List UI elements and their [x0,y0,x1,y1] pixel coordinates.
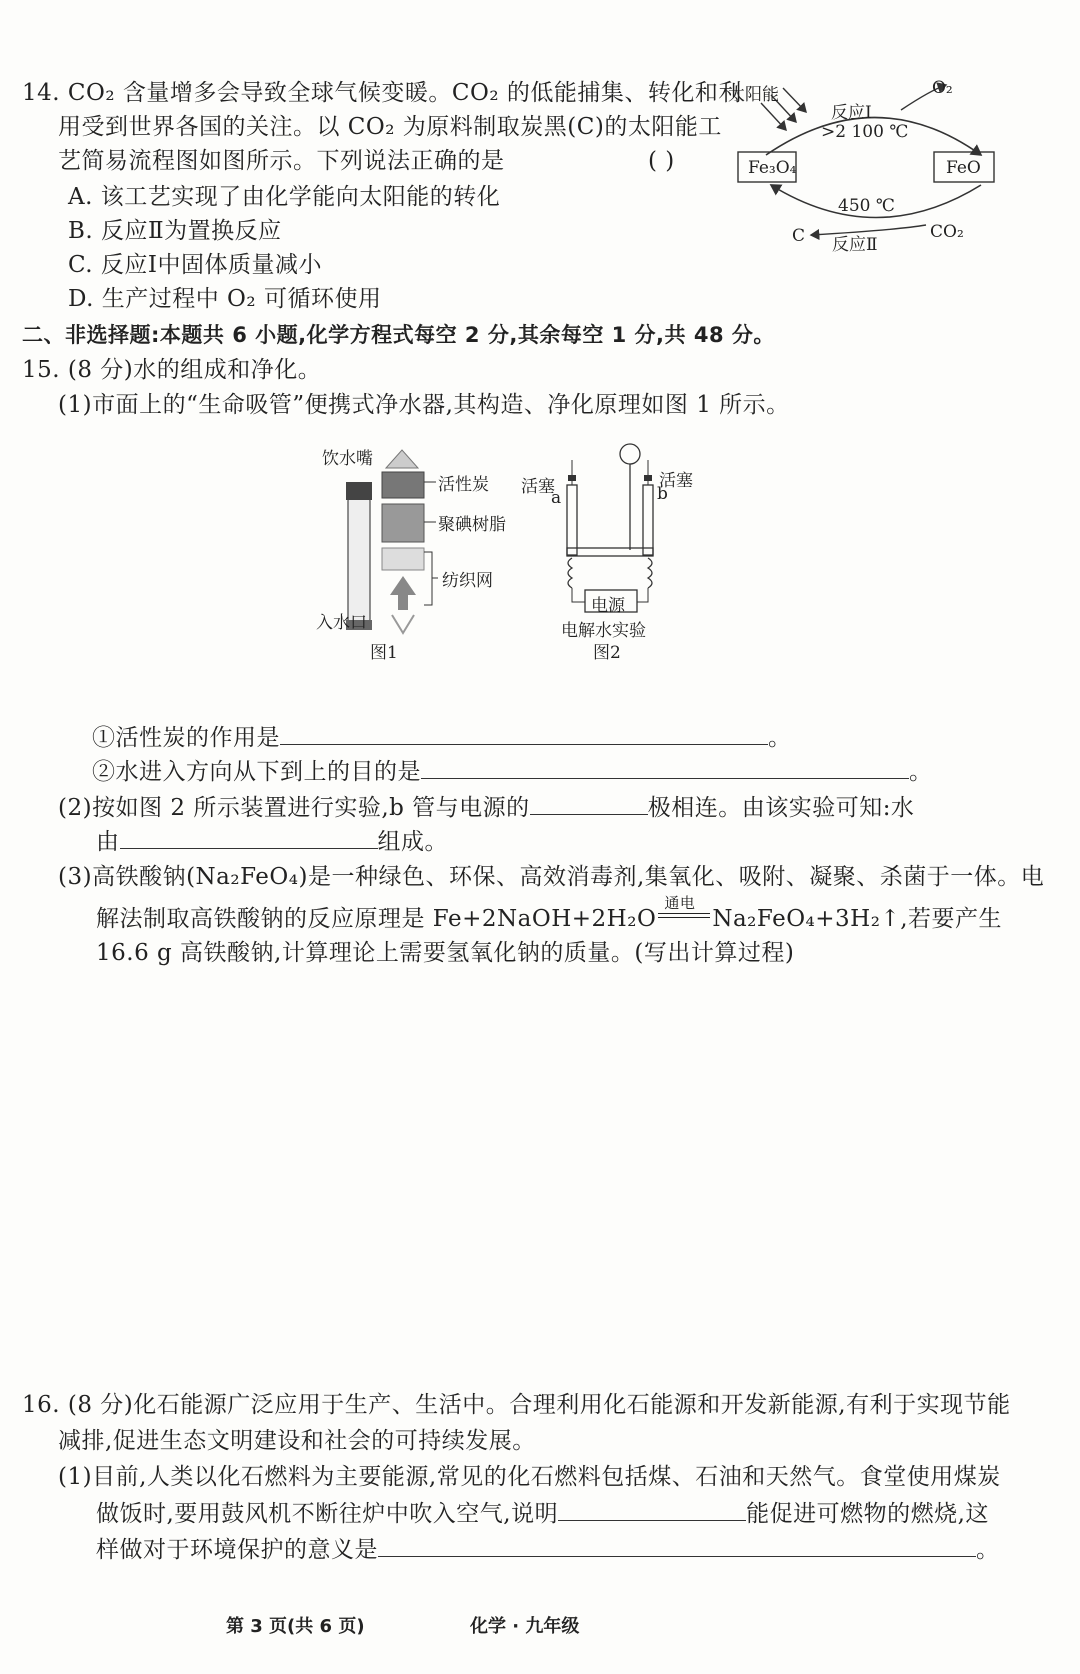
answer-parenthesis: ( ) [648,148,675,174]
valve-a-label: 活塞 [521,477,555,497]
page-number: 第 3 页(共 6 页) [226,1616,365,1637]
q15-part2-line2 [96,826,448,857]
subject-grade: 化学 · 九年级 [470,1616,580,1637]
co2-label: CO₂ [930,222,964,242]
q15-sub2 [92,756,933,787]
q15-part2-text-d: 组成。 [377,829,448,855]
q16-text-a: 做饭时,要用鼓风机不断往炉中吹入空气,说明 [96,1501,559,1527]
carbon-label: C [792,226,806,246]
q16-text-c: 样做对于环境保护的意义是 [96,1537,378,1563]
answer-blank-electrode[interactable] [530,792,648,815]
q15-sub1-text: ①活性炭的作用是 [92,725,280,751]
answer-blank-environment[interactable] [378,1534,976,1557]
q14-option-a: A. 该工艺实现了由化学能向太阳能的转化 [68,184,501,210]
power-source-label: 电源 [591,596,625,616]
q16-line1: 16. (8 分)化石能源广泛应用于生产、生活中。合理利用化石能源和开发新能源,有利于实现节能 [22,1392,1011,1418]
q14-line2: 用受到世界各国的关注。以 CO₂ 为原料制取炭黑(C)的太阳能工 [58,114,722,140]
temp-1-label: >2 100 ℃ [821,122,909,142]
iodine-resin-label: 聚碘树脂 [438,515,506,535]
answer-blank-flow-purpose[interactable] [421,756,909,779]
q14-flow-diagram [726,70,1066,270]
figure-1-caption: 图1 [370,643,398,663]
equation-left: 解法制取高铁酸钠的反应原理是 Fe+2NaOH+2H₂O [96,906,657,932]
temp-2-label: 450 ℃ [838,196,895,216]
q15-sub1 [92,722,792,753]
straw-purifier-drawing [320,440,540,690]
electrolysis-apparatus-drawing [545,440,725,690]
answer-blank-composition[interactable] [120,826,378,849]
water-inlet-label: 入水口 [316,613,367,633]
figure-2-electrolysis [521,440,725,690]
q14-option-d: D. 生产过程中 O₂ 可循环使用 [68,286,382,312]
q15-title: 15. (8 分)水的组成和净化。 [22,357,322,383]
q16-part1-line3 [96,1534,1000,1565]
q15-sub2-text: ②水进入方向从下到上的目的是 [92,759,421,785]
q15-part2-text-c: 由 [96,829,120,855]
q16-part1-line1: (1)目前,人类以化石燃料为主要能源,常见的化石燃料包括煤、石油和天然气。食堂使用煤炭 [58,1464,1001,1490]
q15-part1: (1)市面上的“生命吸管”便携式净水器,其构造、净化原理如图 1 所示。 [58,392,790,418]
q14-line1: 14. CO₂ 含量增多会导致全球气候变暖。CO₂ 的低能捕集、转化和利 [22,80,742,106]
reaction-2-label: 反应Ⅱ [832,235,878,255]
tube-a-label: a [551,488,562,508]
q15-part3-line3: 16.6 g 高铁酸钠,计算理论上需要氢氧化钠的质量。(写出计算过程) [96,940,795,966]
answer-blank-carbon-role[interactable] [280,722,768,745]
equals-sign [658,913,710,918]
activated-carbon-label: 活性炭 [438,475,489,495]
q15-part2-text-a: (2)按如图 2 所示装置进行实验,b 管与电源的 [58,795,530,821]
q14-option-c: C. 反应Ⅰ中固体质量减小 [68,252,322,278]
reaction-condition [656,894,712,926]
q15-part2-text-b: 极相连。由该实验可知:水 [647,795,915,821]
period: 。 [909,759,933,785]
q14-option-b: B. 反应Ⅱ为置换反应 [68,218,282,244]
woven-mesh-label: 纺织网 [442,571,493,591]
fe3o4-label: Fe₃O₄ [748,158,797,178]
mouthpiece-label: 饮水嘴 [322,449,373,469]
feo-label: FeO [946,158,981,178]
valve-b-label: 活塞 [659,471,693,491]
condition-text: 通电 [664,894,696,912]
q16-part1-line2 [96,1498,989,1529]
figure-2-caption: 图2 [593,643,621,663]
q15-part3-line2 [96,894,1003,934]
section-2-heading: 二、非选择题:本题共 6 小题,化学方程式每空 2 分,其余每空 1 分,共 48 分。 [22,323,775,347]
reaction-1-label: 反应Ⅰ [831,103,872,123]
q14-line3: 艺简易流程图如图所示。下列说法正确的是 [58,148,505,174]
electrolysis-label: 电解水实验 [561,621,646,641]
answer-blank-combustion[interactable] [558,1498,746,1521]
tube-b-label: b [657,484,668,504]
figure-1-straw-purifier [316,440,540,690]
period: 。 [768,725,792,751]
q15-part2-line1 [58,792,914,823]
solar-energy-label: 太阳能 [728,85,779,105]
o2-label: O₂ [932,78,953,98]
q16-text-b: 能促进可燃物的燃烧,这 [746,1501,989,1527]
period: 。 [976,1537,1000,1563]
equation-right: Na₂FeO₄+3H₂↑,若要产生 [712,906,1003,932]
q16-line2: 减排,促进生态文明建设和社会的可持续发展。 [58,1428,536,1454]
q15-part3-line1: (3)高铁酸钠(Na₂FeO₄)是一种绿色、环保、高效消毒剂,集氧化、吸附、凝聚、杀菌于一体。电 [58,864,1045,890]
